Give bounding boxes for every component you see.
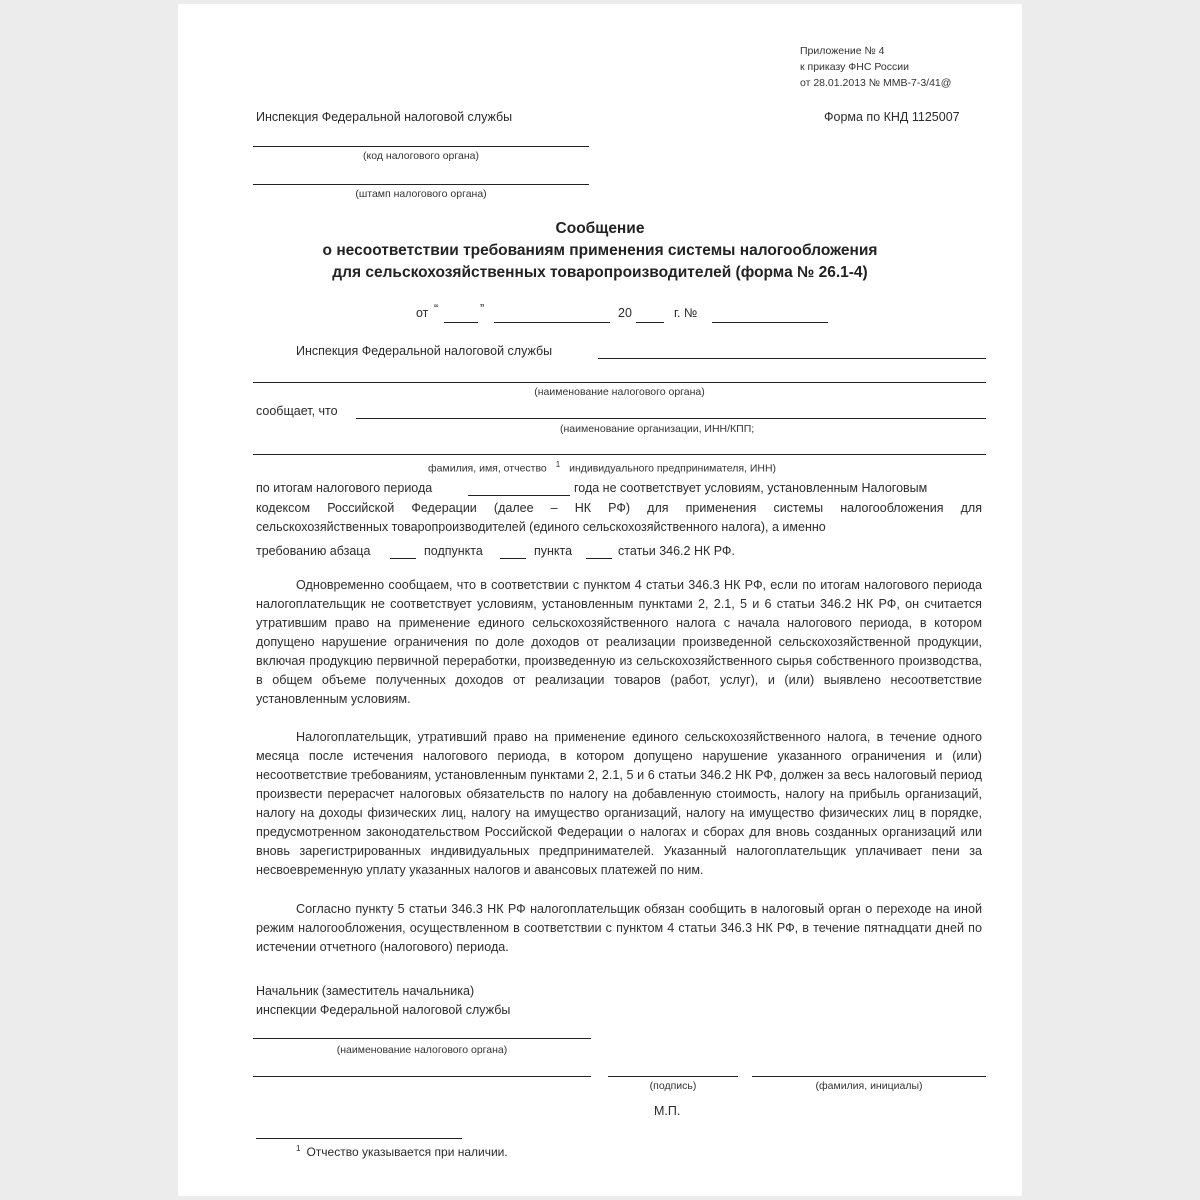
title-line-2: о несоответствии требованиям применения системы налогообложения [322, 242, 878, 259]
code-caption: (код налогового органа) [363, 150, 479, 162]
abzac-field-line[interactable] [390, 558, 416, 559]
signature-sign-line[interactable] [608, 1076, 738, 1077]
inspection-label: Инспекция Федеральной налоговой службы [296, 344, 553, 358]
informs-label: сообщает, что [256, 404, 338, 418]
fio-field-line[interactable] [253, 454, 986, 455]
inspection-field-line[interactable] [598, 358, 986, 359]
fio-caption-text: фамилия, имя, отчество [428, 462, 547, 475]
period-prefix: по итогам налогового периода [256, 481, 433, 495]
year-field-line[interactable] [636, 322, 664, 323]
footnote-text: Отчество указывается при наличии. [306, 1145, 508, 1159]
fio-footnote-mark: 1 [555, 460, 561, 469]
stamp-field-line[interactable] [253, 184, 589, 185]
signature-name-caption: (фамилия, инициалы) [815, 1080, 923, 1092]
paragraph-3-text: Согласно пункту 5 статьи 346.3 НК РФ налогоплательщик обязан сообщить в налоговый орган о переходе на иной режим налогообложения, осуществленном в соответствии с пунктом 4 статьи 346.3 НК РФ, в течение пятнадцати дней по истечении отчетного (налогового) периода. [256, 902, 982, 954]
req-punkt-label: пункта [534, 544, 573, 558]
podpunkt-field-line[interactable] [500, 558, 526, 559]
paragraph-1-text: Одновременно сообщаем, что в соответствии с пунктом 4 статьи 346.3 НК РФ, если по итогам налогового периода налогоплательщик не соответствует условиям, установленным пунктами 2, 2.1, 5 и 6 статьи 346.2 НК РФ, он считается утратившим право на применение единого сельскохозяйственного налога с начала налогового периода, в котором допущено нарушение ограничения по доле доходов от реализации произведенной сельскохозяйственной продукции, включая продукцию первичной переработки, произведенную из сельскохозяйственного сырья собственного производства, в общем объеме полученных доходов от реализации товаров (работ, услуг), и (или) выявлено несоответствие установленным условиям. [256, 578, 982, 706]
year-prefix: 20 [618, 306, 632, 320]
date-from: от [416, 306, 429, 320]
code-field-line[interactable] [253, 146, 589, 147]
paragraph-3 [256, 900, 982, 957]
signature-extra-line[interactable] [253, 1076, 591, 1077]
day-field-line[interactable] [444, 322, 478, 323]
number-label: г. № [674, 306, 698, 320]
quote-open: “ [434, 302, 439, 316]
document-page [178, 4, 1022, 1196]
period-after: года не соответствует условиям, установленным Налоговым [574, 481, 928, 495]
title-line-3: для сельскохозяйственных товаропроизводителей (форма № 26.1-4) [332, 264, 868, 281]
period-field-line[interactable] [468, 495, 570, 496]
title-line-1: Сообщение [555, 220, 645, 237]
appendix-line-3: от 28.01.2013 № ММВ-7-3/41@ [800, 77, 952, 89]
month-field-line[interactable] [494, 322, 610, 323]
authority-field-line[interactable] [253, 382, 986, 383]
req-end-label: статьи 346.2 НК РФ. [618, 544, 735, 558]
authority-caption: (наименование налогового органа) [534, 386, 705, 398]
org-caption: (наименование организации, ИНН/КПП; [560, 423, 755, 435]
paragraph-1 [256, 576, 982, 709]
paragraph-2-text: Налогоплательщик, утративший право на применение единого сельскохозяйственного налога, в течение одного месяца после истечения налогового периода, в котором допущено нарушение указанного ограничения и (или) несоответствие требованиям, установленным пунктами 2, 2.1, 5 и 6 статьи 346.2 НК РФ, должен за весь налоговый период произвести перерасчет налоговых обязательств по налогу на добавленную стоимость, налогу на прибыль организаций, налогу на доходы физических лиц, налогу на имущество организаций, налогу на имущество физических лиц в порядке, предусмотренном законодательством Российской Федерации о налогах и сборах для вновь созданных организаций или вновь зарегистрированных индивидуальных предпринимателей. Указанный налогоплательщик уплачивает пени за несвоевременную уплату указанных налогов и авансовых платежей по ним. [256, 730, 982, 877]
punkt-field-line[interactable] [586, 558, 612, 559]
appendix-line-2: к приказу ФНС России [800, 61, 909, 73]
footnote-mark: 1 [296, 1144, 301, 1153]
signature-title-2: инспекции Федеральной налоговой службы [256, 1003, 511, 1017]
req-abzac-label: требованию абзаца [256, 544, 371, 558]
signature-authority-caption: (наименование налогового органа) [336, 1044, 508, 1056]
paragraph-2 [256, 728, 982, 880]
stamp-place: М.П. [654, 1104, 681, 1118]
signature-name-line[interactable] [752, 1076, 986, 1077]
form-code: Форма по КНД 1125007 [824, 110, 960, 124]
fio-caption [428, 460, 776, 475]
stamp-caption: (штамп налогового органа) [355, 188, 487, 200]
signature-title-1: Начальник (заместитель начальника) [256, 984, 475, 998]
number-field-line[interactable] [712, 322, 828, 323]
fio-caption-rest: индивидуального предпринимателя, ИНН) [569, 462, 777, 475]
appendix-line-1: Приложение № 4 [800, 45, 885, 57]
footnote [296, 1144, 508, 1159]
period-line-2: кодексом Российской Федерации (далее – НК РФ) для применения системы налогообложения для [256, 501, 982, 515]
quote-close: ” [480, 302, 485, 316]
inspection-label-top: Инспекция Федеральной налоговой службы [256, 110, 513, 124]
period-line-3: сельскохозяйственных товаропроизводителей (единого сельскохозяйственного налога), а именно [256, 520, 826, 534]
req-podpunkt-label: подпункта [424, 544, 483, 558]
org-field-line[interactable] [356, 418, 986, 419]
signature-sign-caption: (подпись) [649, 1080, 697, 1092]
footnote-divider [256, 1138, 462, 1139]
signature-authority-line[interactable] [253, 1038, 591, 1039]
